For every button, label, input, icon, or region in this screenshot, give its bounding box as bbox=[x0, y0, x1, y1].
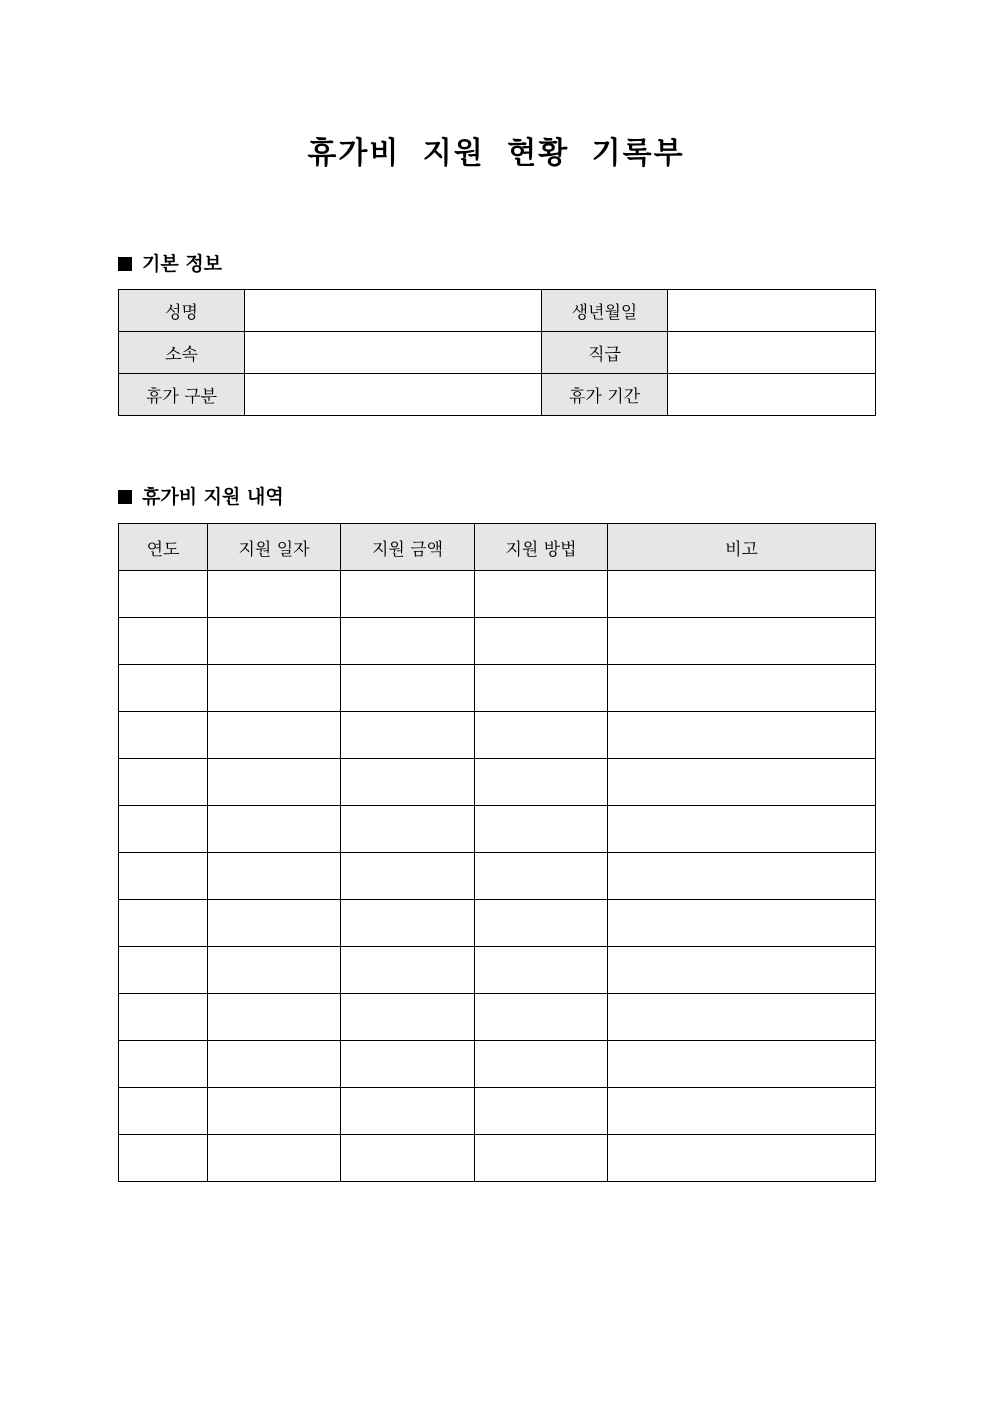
position-label: 직급 bbox=[542, 332, 668, 374]
square-bullet-icon bbox=[118, 257, 132, 271]
support-date-cell[interactable] bbox=[208, 759, 341, 806]
support-date-cell[interactable] bbox=[208, 1088, 341, 1135]
support-amount-cell[interactable] bbox=[341, 571, 475, 618]
leave-type-label: 휴가 구분 bbox=[119, 374, 245, 416]
support-amount-cell[interactable] bbox=[341, 759, 475, 806]
column-header-remarks: 비고 bbox=[608, 524, 876, 571]
remarks-cell[interactable] bbox=[608, 759, 876, 806]
section-heading-label: 기본 정보 bbox=[142, 253, 223, 275]
support-date-cell[interactable] bbox=[208, 665, 341, 712]
table-row bbox=[119, 1041, 876, 1088]
section-heading-support-history bbox=[118, 485, 284, 509]
table-row bbox=[119, 759, 876, 806]
remarks-cell[interactable] bbox=[608, 712, 876, 759]
support-history-body bbox=[119, 571, 876, 1182]
support-amount-cell[interactable] bbox=[341, 1088, 475, 1135]
support-date-cell[interactable] bbox=[208, 1041, 341, 1088]
table-header-row bbox=[119, 524, 876, 571]
table-row bbox=[119, 806, 876, 853]
table-row bbox=[119, 712, 876, 759]
basic-info-table bbox=[118, 289, 876, 416]
support-amount-cell[interactable] bbox=[341, 806, 475, 853]
affiliation-label: 소속 bbox=[119, 332, 245, 374]
year-cell[interactable] bbox=[119, 1088, 208, 1135]
support-date-cell[interactable] bbox=[208, 712, 341, 759]
square-bullet-icon bbox=[118, 490, 132, 504]
leave-period-label: 휴가 기간 bbox=[542, 374, 668, 416]
table-row bbox=[119, 900, 876, 947]
basic-info-row bbox=[119, 332, 876, 374]
remarks-cell[interactable] bbox=[608, 806, 876, 853]
year-cell[interactable] bbox=[119, 759, 208, 806]
remarks-cell[interactable] bbox=[608, 1088, 876, 1135]
year-cell[interactable] bbox=[119, 994, 208, 1041]
support-method-cell[interactable] bbox=[475, 994, 608, 1041]
support-amount-cell[interactable] bbox=[341, 712, 475, 759]
support-amount-cell[interactable] bbox=[341, 994, 475, 1041]
table-row bbox=[119, 947, 876, 994]
birthdate-label: 생년월일 bbox=[542, 290, 668, 332]
support-history-table bbox=[118, 523, 876, 1182]
support-date-cell[interactable] bbox=[208, 806, 341, 853]
support-amount-cell[interactable] bbox=[341, 947, 475, 994]
section-heading-basic-info bbox=[118, 252, 222, 276]
support-method-cell[interactable] bbox=[475, 1041, 608, 1088]
support-method-cell[interactable] bbox=[475, 1135, 608, 1182]
support-method-cell[interactable] bbox=[475, 759, 608, 806]
table-row bbox=[119, 853, 876, 900]
birthdate-field[interactable] bbox=[668, 290, 876, 332]
support-date-cell[interactable] bbox=[208, 571, 341, 618]
support-date-cell[interactable] bbox=[208, 947, 341, 994]
year-cell[interactable] bbox=[119, 712, 208, 759]
remarks-cell[interactable] bbox=[608, 994, 876, 1041]
remarks-cell[interactable] bbox=[608, 618, 876, 665]
page-title: 휴가비 지원 현황 기록부 bbox=[307, 136, 685, 171]
remarks-cell[interactable] bbox=[608, 900, 876, 947]
section-heading-label: 휴가비 지원 내역 bbox=[142, 486, 284, 508]
remarks-cell[interactable] bbox=[608, 665, 876, 712]
affiliation-field[interactable] bbox=[245, 332, 542, 374]
table-row bbox=[119, 665, 876, 712]
support-method-cell[interactable] bbox=[475, 853, 608, 900]
support-method-cell[interactable] bbox=[475, 1088, 608, 1135]
support-method-cell[interactable] bbox=[475, 712, 608, 759]
basic-info-row bbox=[119, 290, 876, 332]
table-row bbox=[119, 618, 876, 665]
year-cell[interactable] bbox=[119, 900, 208, 947]
table-row bbox=[119, 994, 876, 1041]
column-header-support-method: 지원 방법 bbox=[475, 524, 608, 571]
remarks-cell[interactable] bbox=[608, 1135, 876, 1182]
support-date-cell[interactable] bbox=[208, 994, 341, 1041]
basic-info-row bbox=[119, 374, 876, 416]
year-cell[interactable] bbox=[119, 618, 208, 665]
position-field[interactable] bbox=[668, 332, 876, 374]
year-cell[interactable] bbox=[119, 571, 208, 618]
support-amount-cell[interactable] bbox=[341, 1041, 475, 1088]
support-date-cell[interactable] bbox=[208, 1135, 341, 1182]
support-method-cell[interactable] bbox=[475, 665, 608, 712]
support-method-cell[interactable] bbox=[475, 571, 608, 618]
year-cell[interactable] bbox=[119, 1041, 208, 1088]
support-method-cell[interactable] bbox=[475, 618, 608, 665]
support-amount-cell[interactable] bbox=[341, 1135, 475, 1182]
support-method-cell[interactable] bbox=[475, 806, 608, 853]
column-header-year: 연도 bbox=[119, 524, 208, 571]
support-amount-cell[interactable] bbox=[341, 665, 475, 712]
remarks-cell[interactable] bbox=[608, 853, 876, 900]
support-amount-cell[interactable] bbox=[341, 618, 475, 665]
table-row bbox=[119, 571, 876, 618]
column-header-support-date: 지원 일자 bbox=[208, 524, 341, 571]
year-cell[interactable] bbox=[119, 947, 208, 994]
support-amount-cell[interactable] bbox=[341, 900, 475, 947]
name-field[interactable] bbox=[245, 290, 542, 332]
remarks-cell[interactable] bbox=[608, 947, 876, 994]
support-date-cell[interactable] bbox=[208, 618, 341, 665]
support-amount-cell[interactable] bbox=[341, 853, 475, 900]
year-cell[interactable] bbox=[119, 853, 208, 900]
table-row bbox=[119, 1088, 876, 1135]
leave-period-field[interactable] bbox=[668, 374, 876, 416]
support-method-cell[interactable] bbox=[475, 900, 608, 947]
support-method-cell[interactable] bbox=[475, 947, 608, 994]
column-header-support-amount: 지원 금액 bbox=[341, 524, 475, 571]
year-cell[interactable] bbox=[119, 665, 208, 712]
year-cell[interactable] bbox=[119, 806, 208, 853]
remarks-cell[interactable] bbox=[608, 1041, 876, 1088]
year-cell[interactable] bbox=[119, 1135, 208, 1182]
remarks-cell[interactable] bbox=[608, 571, 876, 618]
leave-type-field[interactable] bbox=[245, 374, 542, 416]
table-row bbox=[119, 1135, 876, 1182]
name-label: 성명 bbox=[119, 290, 245, 332]
support-date-cell[interactable] bbox=[208, 900, 341, 947]
support-date-cell[interactable] bbox=[208, 853, 341, 900]
